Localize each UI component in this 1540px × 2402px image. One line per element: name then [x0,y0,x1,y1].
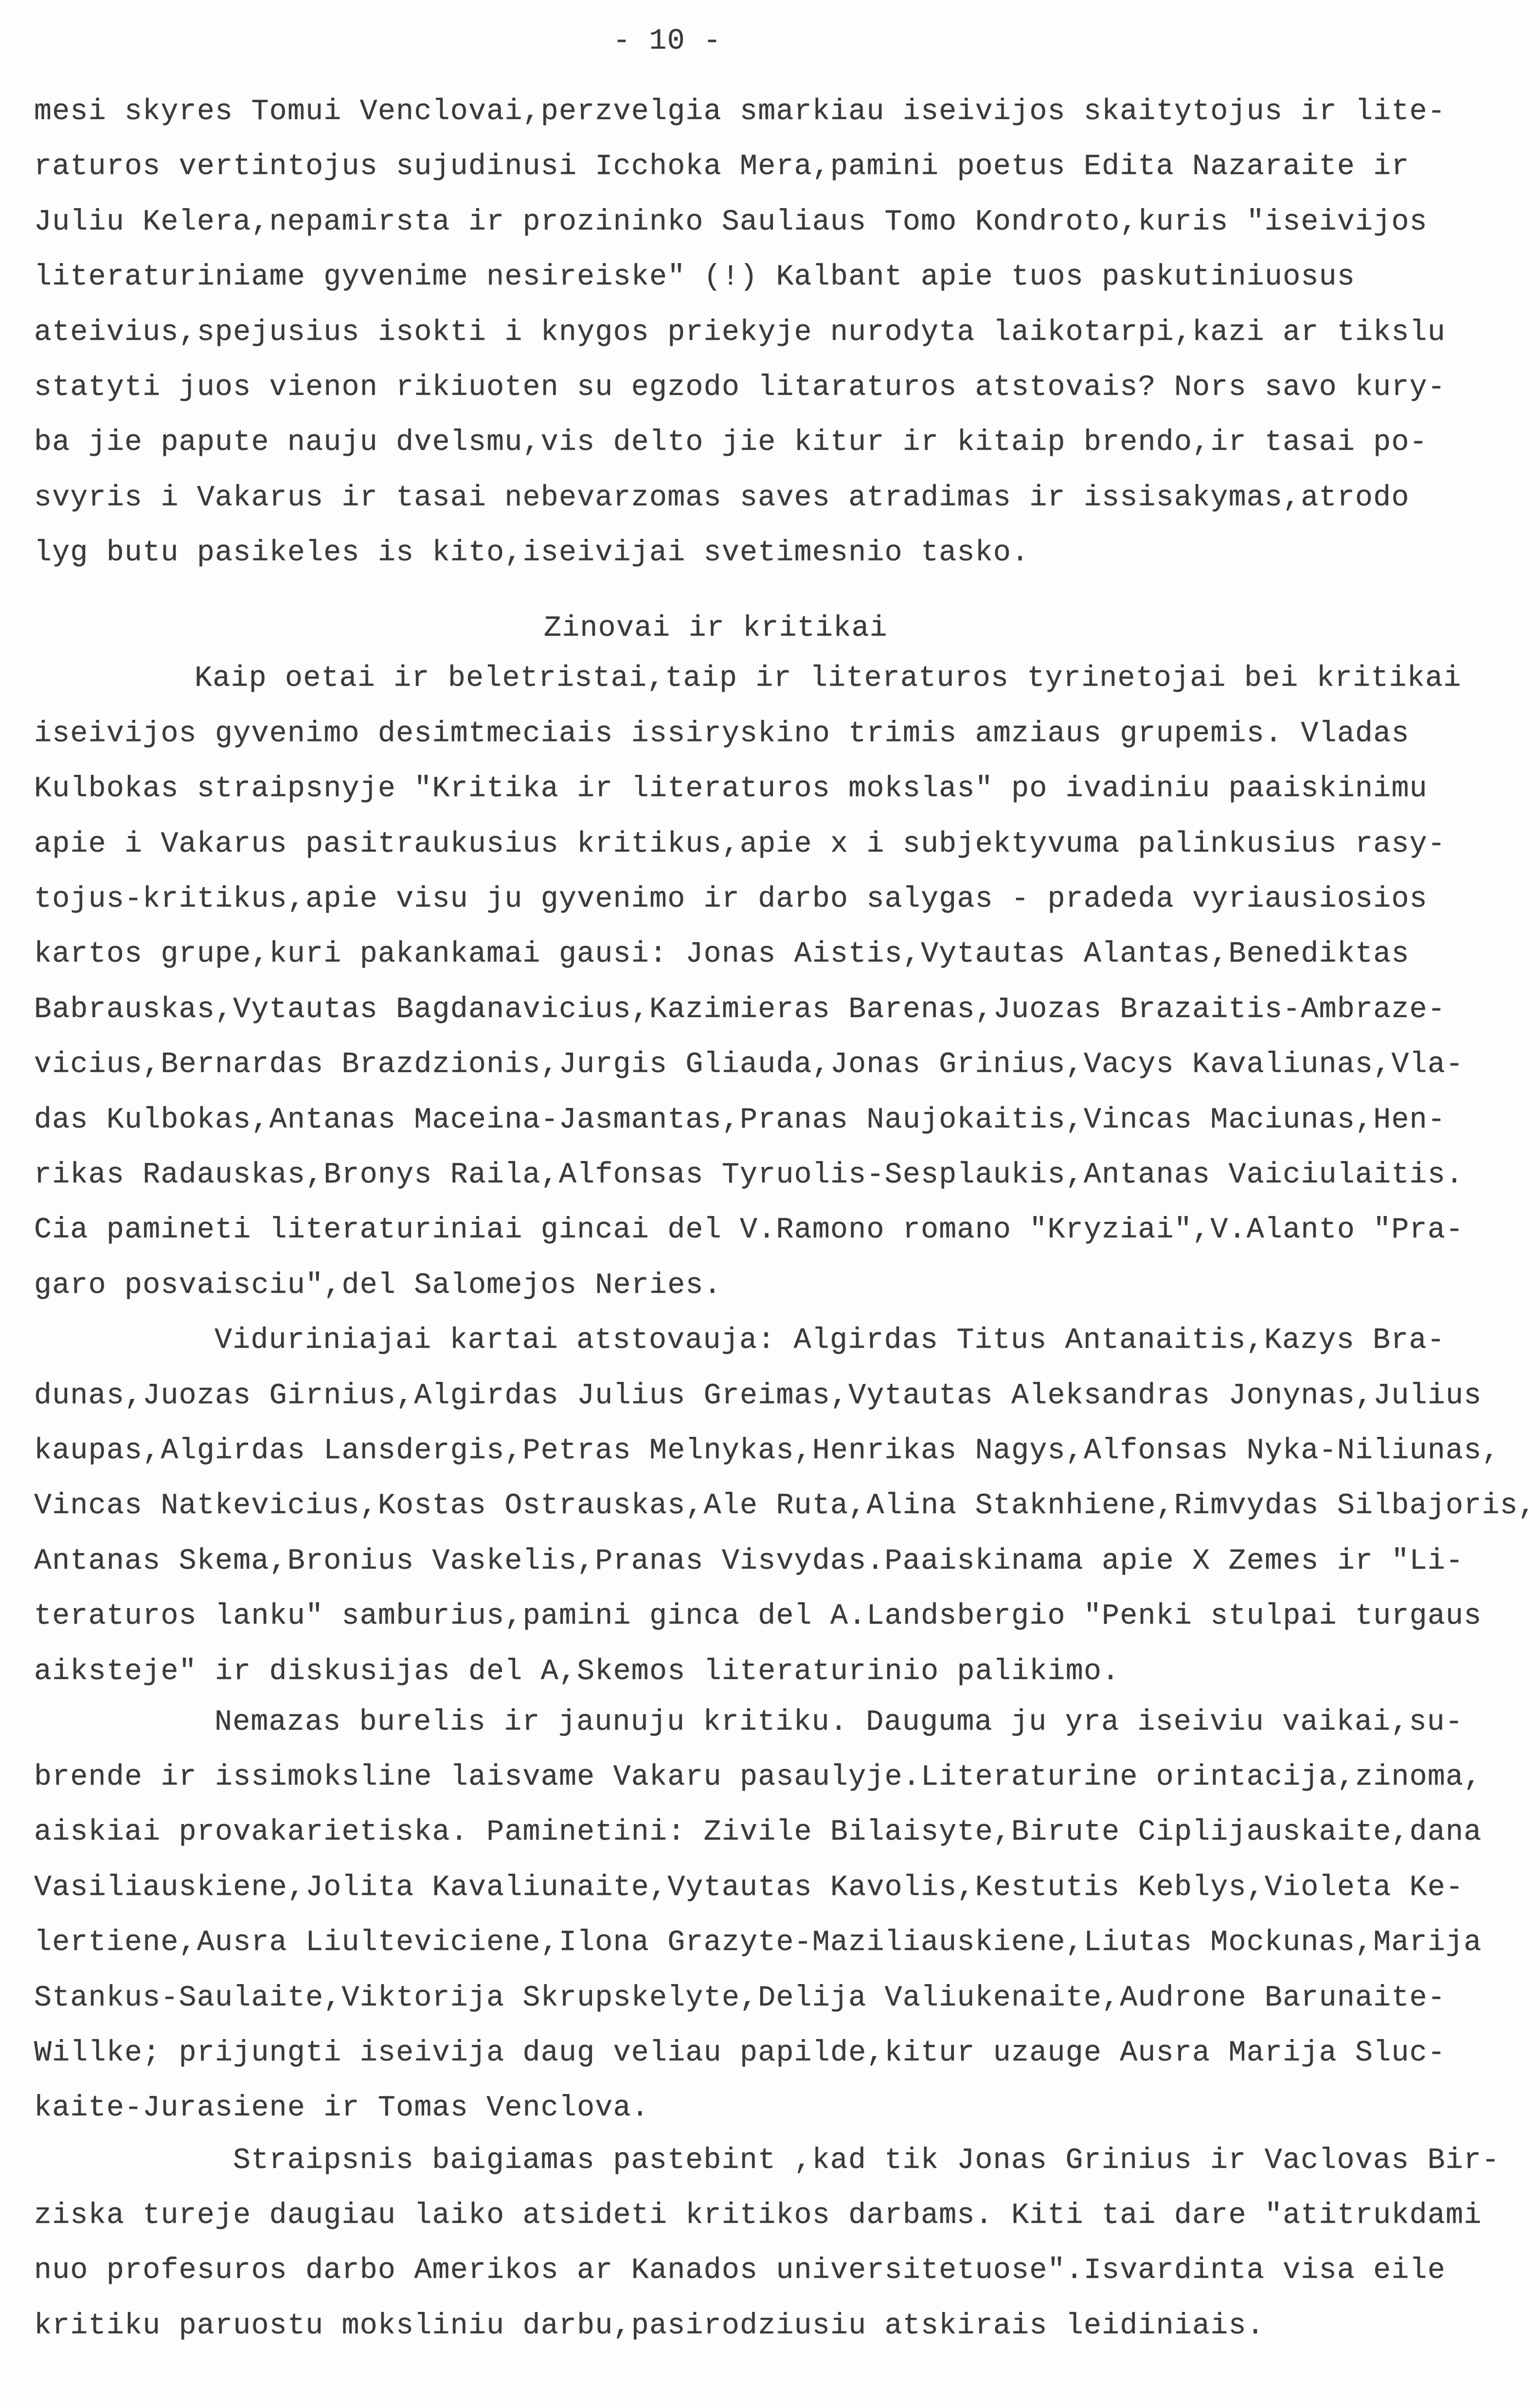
text-line: mesi skyres Tomui Venclovai,perzvelgia smarkiau iseivijos skaitytojus ir lite- [34,95,1446,128]
text-line: Viduriniajai kartai atstovauja: Algirdas Titus Antanaitis,Kazys Bra- [215,1324,1445,1357]
text-line: aiksteje" ir diskusijas del A,Skemos literaturinio palikimo. [34,1655,1120,1688]
text-line: apie i Vakarus pasitraukusius kritikus,apie x i subjektyvuma palinkusius rasy- [34,828,1446,861]
text-line: dunas,Juozas Girnius,Algirdas Julius Greimas,Vytautas Aleksandras Jonynas,Julius [34,1380,1482,1413]
text-line: raturos vertintojus sujudinusi Icchoka Mera,pamini poetus Edita Nazaraite ir [34,150,1410,183]
text-line: Vincas Natkevicius,Kostas Ostrauskas,Ale Ruta,Alina Staknhiene,Rimvydas Silbajoris, [34,1489,1537,1523]
text-line: kaite-Jurasiene ir Tomas Venclova. [34,2092,649,2125]
text-line: tojus-kritikus,apie visu ju gyvenimo ir darbo salygas - pradeda vyriausiosios [34,883,1428,916]
text-line: lertiene,Ausra Liulteviciene,Ilona Grazyte-Maziliauskiene,Liutas Mockunas,Marija [34,1926,1482,1959]
text-line: ba jie papute nauju dvelsmu,vis delto jie kitur ir kitaip brendo,ir tasai po- [34,426,1428,459]
text-line: nuo profesuros darbo Amerikos ar Kanados universitetuose".Isvardinta visa eile [34,2254,1446,2287]
text-line: kritiku paruostu moksliniu darbu,pasirodziusiu atskirais leidiniais. [34,2310,1265,2343]
text-line: kartos grupe,kuri pakankamai gausi: Jonas Aistis,Vytautas Alantas,Benediktas [34,938,1410,971]
text-line: kaupas,Algirdas Lansdergis,Petras Melnykas,Henrikas Nagys,Alfonsas Nyka-Niliunas, [34,1434,1500,1468]
text-line: Willke; prijungti iseivija daug veliau papilde,kitur uzauge Ausra Marija Sluc- [34,2037,1446,2070]
text-line: svyris i Vakarus ir tasai nebevarzomas saves atradimas ir issisakymas,atrodo [34,482,1410,515]
text-line: Straipsnis baigiamas pastebint ,kad tik Jonas Grinius ir Vaclovas Bir- [233,2144,1500,2177]
text-line: ateivius,spejusius isokti i knygos priekyje nurodyta laikotarpi,kazi ar tikslu [34,316,1446,349]
text-line: vicius,Bernardas Brazdzionis,Jurgis Gliauda,Jonas Grinius,Vacys Kavaliunas,Vla- [34,1048,1464,1081]
text-line: teraturos lanku" samburius,pamini ginca del A.Landsbergio "Penki stulpai turgaus [34,1600,1482,1633]
text-line: aiskiai provakarietiska. Paminetini: Zivile Bilaisyte,Birute Ciplijauskaite,dana [34,1816,1482,1849]
text-line: das Kulbokas,Antanas Maceina-Jasmantas,Pranas Naujokaitis,Vincas Maciunas,Hen- [34,1104,1446,1137]
text-line: Cia pamineti literaturiniai gincai del V.Ramono romano "Kryziai",V.Alanto "Pra- [34,1214,1464,1247]
text-line: Nemazas burelis ir jaunuju kritiku. Dauguma ju yra iseiviu vaikai,su- [215,1706,1464,1739]
text-line: brende ir issimoksline laisvame Vakaru pasaulyje.Literaturine orintacija,zinoma, [34,1761,1482,1794]
text-line: Stankus-Saulaite,Viktorija Skrupskelyte,Delija Valiukenaite,Audrone Barunaite- [34,1982,1446,2015]
text-line: Juliu Kelera,nepamirsta ir prozininko Sauliaus Tomo Kondroto,kuris "iseivijos [34,206,1428,239]
text-line: Babrauskas,Vytautas Bagdanavicius,Kazimieras Barenas,Juozas Brazaitis-Ambraze- [34,993,1446,1026]
text-line: Vasiliauskiene,Jolita Kavaliunaite,Vytautas Kavolis,Kestutis Keblys,Violeta Ke- [34,1871,1464,1904]
text-line: rikas Radauskas,Bronys Raila,Alfonsas Tyruolis-Sesplaukis,Antanas Vaiciulaitis. [34,1159,1464,1192]
text-line: Kulbokas straipsnyje "Kritika ir literaturos mokslas" po ivadiniu paaiskinimu [34,772,1428,806]
section-heading: Zinovai ir kritikai [544,612,888,645]
page-number: - 10 - [613,25,722,58]
text-line: garo posvaisciu",del Salomejos Neries. [34,1269,722,1302]
text-line: lyg butu pasikeles is kito,iseivijai svetimesnio tasko. [34,537,1030,570]
text-line: iseivijos gyvenimo desimtmeciais issiryskino trimis amziaus grupemis. Vladas [34,717,1410,751]
text-line: ziska tureje daugiau laiko atsideti kritikos darbams. Kiti tai dare "atitrukdami [34,2199,1482,2232]
text-line: Antanas Skema,Bronius Vaskelis,Pranas Visvydas.Paaiskinama apie X Zemes ir "Li- [34,1545,1464,1578]
text-line: Kaip oetai ir beletristai,taip ir literaturos tyrinetojai bei kritikai [195,662,1462,695]
text-line: statyti juos vienon rikiuoten su egzodo litaraturos atstovais? Nors savo kury- [34,371,1446,404]
text-line: literaturiniame gyvenime nesireiske" (!) Kalbant apie tuos paskutiniuosus [34,261,1356,294]
